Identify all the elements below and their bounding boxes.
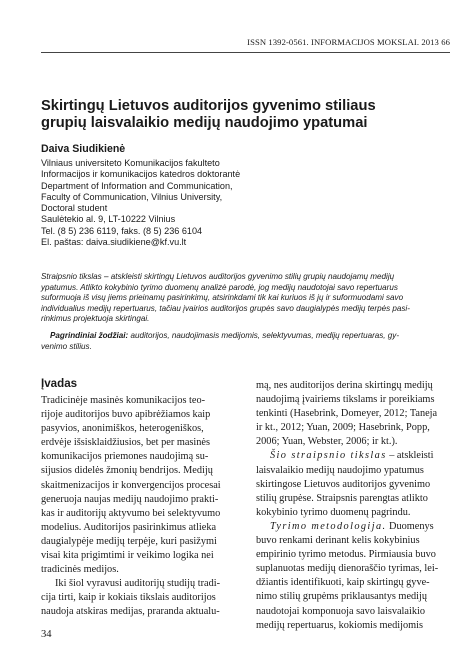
- affiliation-line: Vilniaus universiteto Komunikacijos fakulteto: [41, 158, 220, 168]
- body-line: [256, 520, 456, 534]
- abstract-line: suformuoja iš visų jiems prieinamų pasirinkimų, atsirinkdami tik kai kuriuos iš jų ir suformuodami savo: [41, 293, 404, 302]
- body-line: džiantis identifikuoti, kaip skirtingų gyve-: [256, 577, 430, 589]
- abstract-line: Straipsnio tikslas – atskleisti skirtingų Lietuvos auditorijos gyvenimo stilių grupių naudojamų medijų: [41, 272, 395, 281]
- affiliation-line: Faculty of Communication, Vilnius University,: [41, 191, 223, 202]
- body-line: [256, 449, 456, 463]
- article-title: [41, 98, 461, 132]
- title-line: grupių laisvalaikio medijų naudojimo ypatumai: [41, 115, 368, 131]
- affiliation-line: Doctoral student: [41, 203, 108, 214]
- body-line: suplanuotas medijų dienoraščio tyrimas, lei-: [256, 563, 439, 575]
- body-line: naudojimą įvairiems tikslams ir poreikiams: [256, 394, 435, 406]
- body-line: Iki šiol vyravusi auditorijų studijų tradi-: [55, 578, 221, 590]
- body-line: stilių grupėse. Straipsnis parengtas atlikto: [256, 492, 428, 504]
- body-line: naudotojai komponuoja savo laisvalaikio: [256, 605, 426, 617]
- affiliation-line: Saulėtekio al. 9, LT-10222 Vilnius: [41, 214, 176, 225]
- author-name: Daiva Siudikienė: [41, 143, 126, 155]
- body-line: kas ir auditorijų aktyvumo bei selektyvumo: [41, 507, 221, 519]
- body-line: naudoja atskiras medijas, praranda aktualu-: [41, 606, 220, 618]
- body-line: generuoja naujas medijų naudojimo prakti-: [41, 493, 219, 505]
- method-lead: Tyrimo metodologija.: [270, 520, 387, 532]
- aim-lead: Šio straipsnio tikslas: [270, 450, 387, 462]
- body-line: empirinio tyrimo metodus. Pirmiausia buvo: [256, 549, 436, 561]
- body-line: buvo renkami derinant kelis kokybinius: [256, 535, 420, 547]
- body-line: skaitmenizacijos ir konvergencijos procesai: [41, 479, 221, 491]
- body-line: modelius. Auditorijos pasirinkimus atlieka: [41, 521, 217, 533]
- abstract: [41, 272, 454, 325]
- body-line: medijų repertuarus, kokiomis medijomis: [256, 619, 424, 631]
- body-line: kokybinio tyrimo duomenų pagrindu.: [256, 506, 411, 518]
- body-line: tenkinti (Hasebrink, Domeyer, 2012; Taneja: [256, 408, 438, 420]
- affiliation-line: Tel. (8 5) 236 6119, faks. (8 5) 236 6104: [41, 225, 203, 236]
- body-line: daugialypėje medijų terpėje, kuri pasižymi: [41, 535, 217, 547]
- body-line: cija tirti, kaip ir kokiais tikslais auditorijos: [41, 592, 216, 604]
- body-line: komunikacijos priemones naudojimą su-: [41, 451, 209, 463]
- header-rule: [41, 52, 450, 53]
- keywords-text: auditorijos, naudojimasis medijomis, selektyvumas, medijų repertuaras, gy-: [128, 331, 400, 340]
- affiliation-line: Department of Information and Communication,: [41, 180, 233, 191]
- body-line: erdvėje išsisklaidžiusios, bet per masinės: [41, 437, 211, 449]
- affiliation-line: Informacijos ir komunikacijos katedros doktorantė: [41, 169, 241, 180]
- body-line: laisvalaikio medijų naudojimo ypatumus: [256, 464, 424, 476]
- keywords-label: Pagrindiniai žodžiai:: [50, 331, 129, 340]
- affiliation-email: El. paštas: daiva.siudikiene@kf.vu.lt: [41, 237, 187, 248]
- body-line: tradicinės medijos.: [41, 564, 119, 576]
- section-heading: Įvadas: [41, 377, 78, 390]
- aim-text: – atskleisti: [386, 450, 434, 462]
- body-line: sijusios didelės žmonių bendrijos. Medijų: [41, 465, 213, 477]
- running-header: ISSN 1392-0561. INFORMACIJOS MOKSLAI. 2013 66: [247, 37, 450, 47]
- abstract-line: ypatumus. Atlikto kokybinio tyrimo duomenų analizė parodė, jog medijų naudotojai savo repertuarus: [41, 282, 398, 292]
- keywords-line: [41, 331, 454, 342]
- body-line: Tradicinėje masinės komunikacijos teo-: [41, 395, 206, 406]
- body-line: ir kt., 2012; Yuan, 2009; Hasebrink, Popp,: [256, 422, 430, 434]
- body-line: skirtingose Lietuvos auditorijos gyvenimo: [256, 478, 431, 490]
- keywords-line: venimo stilius.: [41, 341, 92, 351]
- body-line: mą, nes auditorijos derina skirtingų medijų: [256, 380, 433, 391]
- abstract-line: rinkimus projektuoja skirtingai.: [41, 314, 150, 323]
- keywords: [41, 331, 454, 352]
- method-text: Duomenys: [386, 520, 434, 532]
- right-column: [256, 379, 456, 633]
- body-line: 2006; Yuan, Webster, 2006; ir kt.).: [256, 436, 398, 448]
- body-line: pasyvios, anonimiškos, heterogeniškos,: [41, 423, 204, 435]
- author-affiliation: [41, 158, 441, 248]
- page-number: 34: [41, 629, 52, 640]
- body-line: nimo stilių grupėms priklausantys medijų: [256, 591, 428, 603]
- body-line: rijoje auditorijos buvo apibrėžiamos kaip: [41, 409, 211, 421]
- body-line: visai kita prigimtimi ir veikimo logika nei: [41, 550, 214, 562]
- left-column: [41, 394, 242, 620]
- title-line: Skirtingų Lietuvos auditorijos gyvenimo stiliaus: [41, 98, 376, 114]
- abstract-line: individualius medijų repertuarus, tačiau įvairios auditorijos grupės savo daugialypės medijų terpės pasi-: [41, 303, 410, 313]
